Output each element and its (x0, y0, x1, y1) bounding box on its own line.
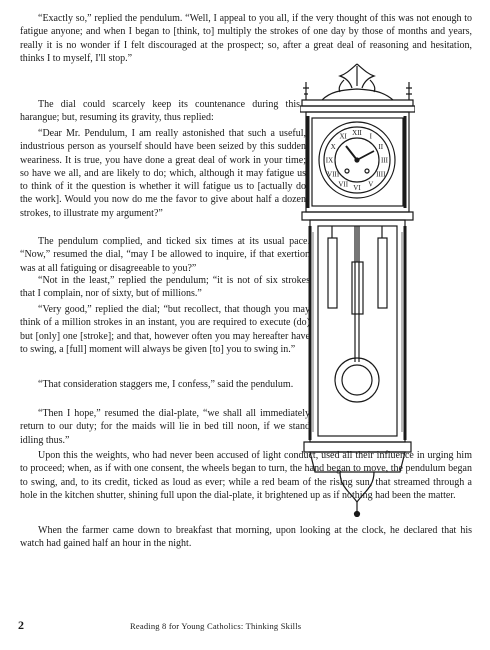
paragraph-2: The dial could scarcely keep its countenance during this harangue; but, resuming its gravity, thus replied: (20, 99, 300, 124)
paragraph-4: The pendulum complied, and ticked six times at its usual pace. “Now,” resumed the dial, “may I be allowed to inquire, if that exertion was at all fatiguing or disagreeable to you?” (20, 236, 310, 274)
dial-numeral: VII (338, 180, 349, 189)
dial-numeral: III (381, 156, 388, 165)
dial-numeral: IIII (376, 170, 386, 179)
dial-numeral: VI (353, 184, 361, 192)
dial-numeral: VIII (327, 170, 340, 179)
dial-numeral: XII (352, 129, 362, 137)
dial-numeral: X (330, 142, 336, 151)
page-number: 2 (18, 618, 24, 632)
paragraph-3: “Dear Mr. Pendulum, I am really astonished that such a useful, industrious person as yourself should have been seized by this sudden weariness. It is true, you have done a great deal of work in your time; so have we all, and are likely to do; which, although it may fatigue us to think of it the question is whether it will fatigue us to [actually do the work]. Would you now do me the favor to give about half a dozen strokes, to illustrate my argument?” (20, 128, 306, 219)
dial-numeral: IX (325, 156, 334, 165)
paragraph-1: “Exactly so,” replied the pendulum. “Well, I appeal to you all, if the very thought of this was not enough to fatigue anyone; and when I began to [think, to] multiply the strokes of one day by those of months and years, really it is no wonder if I felt discouraged at the prospect; so, after a great deal of reasoning and hesitation, thinks I to myself, I'll stop.” (20, 13, 472, 64)
paragraph-7: “That consideration staggers me, I confess,” said the pendulum. (38, 379, 294, 390)
dial-numeral: I (369, 132, 372, 141)
running-footer-title: Reading 8 for Young Catholics: Thinking Skills (130, 621, 302, 631)
dial-numeral: II (378, 142, 384, 151)
pendulum-wall-clock-icon (300, 62, 415, 517)
dial-numeral: V (368, 180, 374, 189)
paragraph-9: Upon this the weights, who had never been accused of light conduct, used all their influence in urging him to proceed; when, as if with one consent, the wheels began to turn, the hand began to move, the pendulum began to swing, and, to its credit, ticked as loud as ever; while a red beam of the rising sun, that streamed through a hole in the kitchen shutter, shining full upon the dial-plate, it brightened up as if nothing had been the matter. (20, 450, 472, 501)
paragraph-6: “Very good,” replied the dial; “but recollect, that though you may think of a million strokes in an instant, you are required to execute (do) but [only] one [stroke]; and that, however often you may hereafter have to swing, a [full] moment will always be given [to] you to swing in.” (20, 304, 310, 355)
dial-numeral: XI (339, 132, 347, 141)
paragraph-5: “Not in the least,” replied the pendulum; “it is not of six strokes that I complain, nor of sixty, but of millions.” (20, 275, 310, 300)
paragraph-10: When the farmer came down to breakfast that morning, upon looking at the clock, he declared that his watch had gained half an hour in the night. (20, 525, 472, 550)
paragraph-8: “Then I hope,” resumed the dial-plate, “we shall all immediately return to our duty; for the maids will lie in bed till noon, if we stand idling thus.” (20, 408, 310, 446)
